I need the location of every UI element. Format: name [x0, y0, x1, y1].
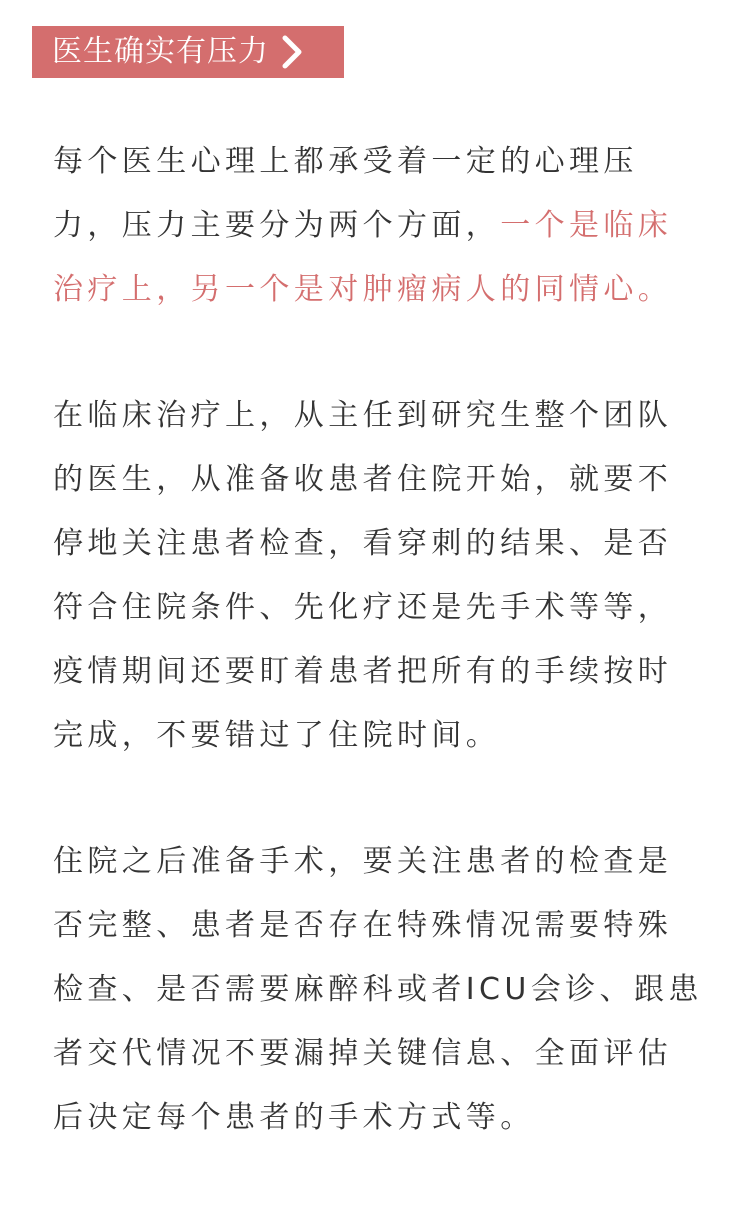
paragraph-1-highlight: 一个是临床治疗上，另一个是对肿瘤病人的同情心。	[53, 208, 673, 307]
paragraph-1	[53, 130, 703, 322]
paragraph-1-text: 每个医生心理上都承受着一定的心理压力，压力主要分为两个方面，	[53, 144, 638, 243]
paragraph-2-text: 在临床治疗上，从主任到研究生整个团队的医生，从准备收患者住院开始，就要不停地关注患者检查，看穿刺的结果、是否符合住院条件、先化疗还是先手术等等，疫情期间还要盯着患者把所有的手续按时完成，不要错过了住院时间。	[53, 398, 673, 753]
chevron-right-icon	[279, 32, 305, 72]
paragraph-3-text: 住院之后准备手术，要关注患者的检查是否完整、患者是否存在特殊情况需要特殊检查、是否需要麻醉科或者ICU会诊、跟患者交代情况不要漏掉关键信息、全面评估后决定每个患者的手术方式等。	[53, 844, 703, 1135]
paragraph-2	[53, 384, 703, 768]
paragraph-3	[53, 830, 703, 1150]
article-body	[53, 130, 703, 1150]
section-header	[32, 26, 344, 78]
section-title: 医生确实有压力	[52, 34, 269, 69]
